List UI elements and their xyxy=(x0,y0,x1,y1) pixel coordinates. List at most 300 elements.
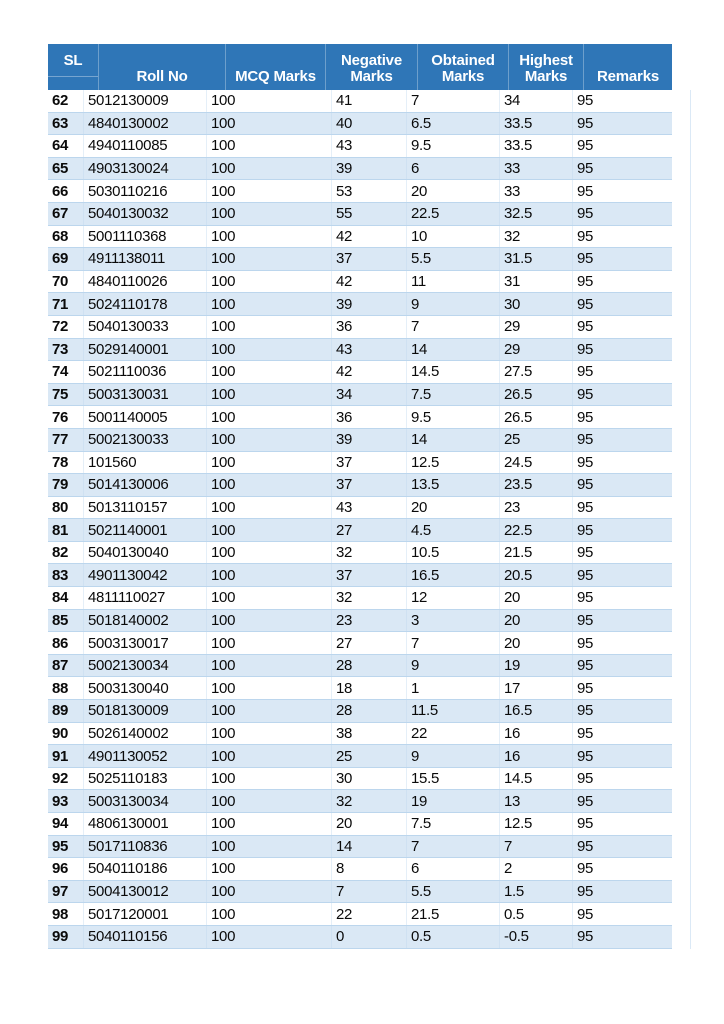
cell-obtained-marks: 24.5 xyxy=(500,452,573,474)
cell-mcq-total-marks: 100 xyxy=(207,406,332,428)
cell-roll-no: 5017110836 xyxy=(84,836,207,858)
cell-sl: 88 xyxy=(48,677,84,699)
cell-negative-marks: 14.5 xyxy=(407,361,500,383)
cell-negative-marks: 0.5 xyxy=(407,926,500,948)
cell-roll-no: 5040130032 xyxy=(84,203,207,225)
cell-sl: 86 xyxy=(48,632,84,654)
cell-highest-marks: 95 xyxy=(577,498,594,516)
table-row xyxy=(48,248,672,271)
cell-obtained-marks: 16 xyxy=(500,723,573,745)
cell-roll-no: 5029140001 xyxy=(84,339,207,361)
cell-sl: 77 xyxy=(48,429,84,451)
cell-highest-marks: 95 xyxy=(577,386,594,404)
table-row xyxy=(48,926,672,949)
cell-mcq-marks: 20 xyxy=(332,813,407,835)
table-row xyxy=(48,700,672,723)
cell-mcq-total-marks: 100 xyxy=(207,542,332,564)
table-row xyxy=(48,519,672,542)
cell-mcq-marks: 43 xyxy=(332,497,407,519)
cell-highest-marks: 95 xyxy=(577,883,594,901)
cell-mcq-total-marks: 100 xyxy=(207,474,332,496)
cell-highest-marks: 95 xyxy=(577,770,594,788)
cell-sl: 84 xyxy=(48,587,84,609)
cell-negative-marks: 15.5 xyxy=(407,768,500,790)
header-mcq-marks: MCQ Marks xyxy=(225,44,325,90)
cell-roll-no: 5025110183 xyxy=(84,768,207,790)
cell-negative-marks: 11 xyxy=(407,271,500,293)
header-roll-no: Roll No xyxy=(98,44,225,90)
cell-sl: 94 xyxy=(48,813,84,835)
cell-mcq-total-marks: 100 xyxy=(207,248,332,270)
table-header-row xyxy=(48,44,672,90)
cell-roll-no: 5040110156 xyxy=(84,926,207,948)
cell-obtained-marks: 34 xyxy=(500,90,573,112)
cell-highest-marks: 95 xyxy=(577,815,594,833)
cell-obtained-marks: 31.5 xyxy=(500,248,573,270)
cell-highest-marks: 95 xyxy=(577,476,594,494)
cell-mcq-total-marks: 100 xyxy=(207,271,332,293)
cell-highest-marks: 95 xyxy=(577,431,594,449)
cell-mcq-marks: 53 xyxy=(332,180,407,202)
cell-mcq-total-marks: 100 xyxy=(207,768,332,790)
header-obtained-marks: Obtained Marks xyxy=(417,44,508,90)
cell-roll-no: 5003130031 xyxy=(84,384,207,406)
cell-highest-marks: 95 xyxy=(577,182,594,200)
table-row xyxy=(48,316,672,339)
table-row xyxy=(48,677,672,700)
cell-mcq-total-marks: 100 xyxy=(207,836,332,858)
cell-sl: 81 xyxy=(48,519,84,541)
cell-obtained-marks: 22.5 xyxy=(500,519,573,541)
cell-obtained-marks: 12.5 xyxy=(500,813,573,835)
cell-mcq-total-marks: 100 xyxy=(207,90,332,112)
cell-obtained-marks: 31 xyxy=(500,271,573,293)
cell-roll-no: 4901130042 xyxy=(84,564,207,586)
cell-obtained-marks: 2 xyxy=(500,858,573,880)
cell-negative-marks: 12.5 xyxy=(407,452,500,474)
cell-obtained-marks: 25 xyxy=(500,429,573,451)
cell-negative-marks: 10 xyxy=(407,226,500,248)
cell-sl: 93 xyxy=(48,790,84,812)
cell-obtained-marks: 20 xyxy=(500,632,573,654)
cell-highest-marks: 95 xyxy=(577,657,594,675)
cell-obtained-marks: 23.5 xyxy=(500,474,573,496)
cell-highest-marks: 95 xyxy=(577,160,594,178)
cell-mcq-marks: 43 xyxy=(332,339,407,361)
cell-roll-no: 4811110027 xyxy=(84,587,207,609)
cell-mcq-marks: 55 xyxy=(332,203,407,225)
cell-negative-marks: 21.5 xyxy=(407,903,500,925)
cell-negative-marks: 20 xyxy=(407,180,500,202)
cell-mcq-marks: 28 xyxy=(332,655,407,677)
cell-mcq-marks: 8 xyxy=(332,858,407,880)
cell-highest-marks: 95 xyxy=(577,114,594,132)
table-row xyxy=(48,226,672,249)
table-row xyxy=(48,542,672,565)
cell-sl: 72 xyxy=(48,316,84,338)
cell-mcq-total-marks: 100 xyxy=(207,519,332,541)
cell-sl: 98 xyxy=(48,903,84,925)
table-row xyxy=(48,745,672,768)
table-row xyxy=(48,158,672,181)
cell-roll-no: 5040130033 xyxy=(84,316,207,338)
header-negative-marks: Negative Marks xyxy=(325,44,417,90)
cell-negative-marks: 14 xyxy=(407,429,500,451)
cell-obtained-marks: 29 xyxy=(500,316,573,338)
cell-negative-marks: 9.5 xyxy=(407,406,500,428)
cell-roll-no: 5030110216 xyxy=(84,180,207,202)
cell-negative-marks: 14 xyxy=(407,339,500,361)
cell-mcq-marks: 43 xyxy=(332,135,407,157)
cell-sl: 62 xyxy=(48,90,84,112)
cell-mcq-marks: 37 xyxy=(332,452,407,474)
header-remarks: Remarks xyxy=(583,44,672,90)
cell-negative-marks: 7 xyxy=(407,836,500,858)
cell-mcq-total-marks: 100 xyxy=(207,203,332,225)
cell-highest-marks: 95 xyxy=(577,273,594,291)
cell-roll-no: 5040130040 xyxy=(84,542,207,564)
cell-highest-marks: 95 xyxy=(577,453,594,471)
cell-roll-no: 5003130017 xyxy=(84,632,207,654)
cell-mcq-marks: 18 xyxy=(332,677,407,699)
cell-negative-marks: 4.5 xyxy=(407,519,500,541)
cell-mcq-marks: 42 xyxy=(332,226,407,248)
table-row xyxy=(48,90,672,113)
marks-table xyxy=(48,44,672,949)
cell-mcq-total-marks: 100 xyxy=(207,632,332,654)
cell-mcq-marks: 42 xyxy=(332,361,407,383)
cell-highest-marks: 95 xyxy=(577,589,594,607)
cell-highest-marks: 95 xyxy=(577,566,594,584)
cell-obtained-marks: 33.5 xyxy=(500,113,573,135)
cell-mcq-total-marks: 100 xyxy=(207,361,332,383)
cell-negative-marks: 7 xyxy=(407,632,500,654)
cell-negative-marks: 10.5 xyxy=(407,542,500,564)
table-row xyxy=(48,361,672,384)
cell-obtained-marks: 19 xyxy=(500,655,573,677)
cell-negative-marks: 19 xyxy=(407,790,500,812)
table-row xyxy=(48,610,672,633)
cell-highest-marks: 95 xyxy=(577,227,594,245)
table-row xyxy=(48,655,672,678)
cell-mcq-marks: 37 xyxy=(332,474,407,496)
cell-obtained-marks: 17 xyxy=(500,677,573,699)
cell-mcq-total-marks: 100 xyxy=(207,452,332,474)
cell-highest-marks: 95 xyxy=(577,521,594,539)
cell-negative-marks: 13.5 xyxy=(407,474,500,496)
cell-obtained-marks: 1.5 xyxy=(500,881,573,903)
cell-mcq-marks: 37 xyxy=(332,248,407,270)
cell-mcq-total-marks: 100 xyxy=(207,700,332,722)
cell-mcq-marks: 23 xyxy=(332,610,407,632)
cell-roll-no: 5003130040 xyxy=(84,677,207,699)
cell-roll-no: 5021140001 xyxy=(84,519,207,541)
table-row xyxy=(48,135,672,158)
cell-highest-marks: 95 xyxy=(577,250,594,268)
cell-roll-no: 5013110157 xyxy=(84,497,207,519)
cell-obtained-marks: 20 xyxy=(500,610,573,632)
cell-roll-no: 5017120001 xyxy=(84,903,207,925)
table-row xyxy=(48,293,672,316)
cell-highest-marks: 95 xyxy=(577,205,594,223)
table-row xyxy=(48,452,672,475)
cell-mcq-marks: 39 xyxy=(332,158,407,180)
cell-negative-marks: 9 xyxy=(407,745,500,767)
table-row xyxy=(48,339,672,362)
cell-obtained-marks: 21.5 xyxy=(500,542,573,564)
cell-mcq-marks: 28 xyxy=(332,700,407,722)
table-body xyxy=(48,90,672,949)
table-row xyxy=(48,813,672,836)
cell-obtained-marks: 33 xyxy=(500,180,573,202)
header-sl: SL xyxy=(48,44,98,90)
cell-roll-no: 5018130009 xyxy=(84,700,207,722)
cell-roll-no: 5004130012 xyxy=(84,881,207,903)
cell-roll-no: 5002130034 xyxy=(84,655,207,677)
cell-negative-marks: 5.5 xyxy=(407,248,500,270)
cell-mcq-total-marks: 100 xyxy=(207,610,332,632)
cell-sl: 89 xyxy=(48,700,84,722)
cell-highest-marks: 95 xyxy=(577,408,594,426)
cell-roll-no: 5012130009 xyxy=(84,90,207,112)
table-row xyxy=(48,474,672,497)
cell-obtained-marks: 32.5 xyxy=(500,203,573,225)
cell-mcq-total-marks: 100 xyxy=(207,790,332,812)
cell-mcq-total-marks: 100 xyxy=(207,226,332,248)
cell-obtained-marks: 33 xyxy=(500,158,573,180)
cell-negative-marks: 20 xyxy=(407,497,500,519)
cell-sl: 64 xyxy=(48,135,84,157)
cell-negative-marks: 7 xyxy=(407,90,500,112)
cell-mcq-total-marks: 100 xyxy=(207,113,332,135)
cell-negative-marks: 22.5 xyxy=(407,203,500,225)
header-highest-marks: Highest Marks xyxy=(508,44,583,90)
cell-highest-marks: 95 xyxy=(577,837,594,855)
cell-highest-marks: 95 xyxy=(577,544,594,562)
table-row xyxy=(48,858,672,881)
cell-highest-marks: 95 xyxy=(577,340,594,358)
cell-obtained-marks: 27.5 xyxy=(500,361,573,383)
cell-obtained-marks: 23 xyxy=(500,497,573,519)
cell-roll-no: 5001110368 xyxy=(84,226,207,248)
cell-negative-marks: 6.5 xyxy=(407,113,500,135)
cell-mcq-marks: 34 xyxy=(332,384,407,406)
table-row xyxy=(48,632,672,655)
table-row xyxy=(48,587,672,610)
cell-negative-marks: 6 xyxy=(407,158,500,180)
cell-roll-no: 4840110026 xyxy=(84,271,207,293)
cell-mcq-marks: 32 xyxy=(332,542,407,564)
cell-sl: 82 xyxy=(48,542,84,564)
cell-mcq-total-marks: 100 xyxy=(207,180,332,202)
cell-obtained-marks: 13 xyxy=(500,790,573,812)
cell-mcq-total-marks: 100 xyxy=(207,429,332,451)
cell-sl: 95 xyxy=(48,836,84,858)
cell-negative-marks: 9.5 xyxy=(407,135,500,157)
cell-highest-marks: 95 xyxy=(577,92,594,110)
cell-negative-marks: 6 xyxy=(407,858,500,880)
cell-roll-no: 5040110186 xyxy=(84,858,207,880)
cell-mcq-total-marks: 100 xyxy=(207,926,332,948)
table-row xyxy=(48,113,672,136)
cell-sl: 96 xyxy=(48,858,84,880)
cell-negative-marks: 12 xyxy=(407,587,500,609)
cell-highest-marks: 95 xyxy=(577,363,594,381)
cell-mcq-marks: 0 xyxy=(332,926,407,948)
cell-obtained-marks: 14.5 xyxy=(500,768,573,790)
table-row xyxy=(48,429,672,452)
cell-sl: 65 xyxy=(48,158,84,180)
cell-sl: 92 xyxy=(48,768,84,790)
cell-highest-marks: 95 xyxy=(577,860,594,878)
table-row xyxy=(48,881,672,904)
cell-mcq-marks: 22 xyxy=(332,903,407,925)
cell-roll-no: 101560 xyxy=(84,452,207,474)
cell-mcq-total-marks: 100 xyxy=(207,384,332,406)
cell-negative-marks: 9 xyxy=(407,293,500,315)
cell-roll-no: 5001140005 xyxy=(84,406,207,428)
cell-mcq-marks: 38 xyxy=(332,723,407,745)
cell-negative-marks: 7 xyxy=(407,316,500,338)
cell-roll-no: 4903130024 xyxy=(84,158,207,180)
cell-sl: 75 xyxy=(48,384,84,406)
cell-mcq-total-marks: 100 xyxy=(207,903,332,925)
cell-roll-no: 4806130001 xyxy=(84,813,207,835)
cell-sl: 85 xyxy=(48,610,84,632)
cell-mcq-marks: 36 xyxy=(332,316,407,338)
cell-obtained-marks: 16.5 xyxy=(500,700,573,722)
cell-obtained-marks: 33.5 xyxy=(500,135,573,157)
cell-sl: 90 xyxy=(48,723,84,745)
cell-mcq-marks: 42 xyxy=(332,271,407,293)
cell-mcq-total-marks: 100 xyxy=(207,587,332,609)
cell-mcq-total-marks: 100 xyxy=(207,339,332,361)
cell-mcq-marks: 36 xyxy=(332,406,407,428)
cell-mcq-marks: 30 xyxy=(332,768,407,790)
cell-mcq-marks: 27 xyxy=(332,519,407,541)
cell-roll-no: 4901130052 xyxy=(84,745,207,767)
cell-roll-no: 5021110036 xyxy=(84,361,207,383)
cell-highest-marks: 95 xyxy=(577,747,594,765)
cell-negative-marks: 5.5 xyxy=(407,881,500,903)
cell-highest-marks: 95 xyxy=(577,905,594,923)
cell-highest-marks: 95 xyxy=(577,679,594,697)
table-outer-gridline xyxy=(690,90,691,949)
cell-sl: 87 xyxy=(48,655,84,677)
cell-roll-no: 4911138011 xyxy=(84,248,207,270)
table-row xyxy=(48,271,672,294)
cell-mcq-total-marks: 100 xyxy=(207,655,332,677)
cell-mcq-marks: 41 xyxy=(332,90,407,112)
cell-sl: 70 xyxy=(48,271,84,293)
cell-sl: 67 xyxy=(48,203,84,225)
cell-sl: 71 xyxy=(48,293,84,315)
cell-mcq-marks: 40 xyxy=(332,113,407,135)
cell-mcq-total-marks: 100 xyxy=(207,813,332,835)
cell-mcq-marks: 39 xyxy=(332,429,407,451)
cell-negative-marks: 7.5 xyxy=(407,384,500,406)
cell-sl: 69 xyxy=(48,248,84,270)
table-row xyxy=(48,497,672,520)
cell-mcq-total-marks: 100 xyxy=(207,677,332,699)
table-row xyxy=(48,903,672,926)
cell-negative-marks: 16.5 xyxy=(407,564,500,586)
cell-highest-marks: 95 xyxy=(577,295,594,313)
cell-negative-marks: 11.5 xyxy=(407,700,500,722)
cell-mcq-total-marks: 100 xyxy=(207,723,332,745)
cell-highest-marks: 95 xyxy=(577,318,594,336)
cell-mcq-total-marks: 100 xyxy=(207,293,332,315)
cell-sl: 66 xyxy=(48,180,84,202)
cell-mcq-marks: 25 xyxy=(332,745,407,767)
cell-sl: 80 xyxy=(48,497,84,519)
cell-negative-marks: 3 xyxy=(407,610,500,632)
cell-obtained-marks: 26.5 xyxy=(500,406,573,428)
cell-sl: 73 xyxy=(48,339,84,361)
cell-mcq-total-marks: 100 xyxy=(207,858,332,880)
cell-obtained-marks: 30 xyxy=(500,293,573,315)
cell-highest-marks: 95 xyxy=(577,611,594,629)
cell-mcq-marks: 7 xyxy=(332,881,407,903)
cell-mcq-marks: 37 xyxy=(332,564,407,586)
cell-negative-marks: 7.5 xyxy=(407,813,500,835)
cell-roll-no: 4940110085 xyxy=(84,135,207,157)
cell-negative-marks: 1 xyxy=(407,677,500,699)
cell-sl: 74 xyxy=(48,361,84,383)
cell-sl: 91 xyxy=(48,745,84,767)
cell-sl: 76 xyxy=(48,406,84,428)
cell-negative-marks: 9 xyxy=(407,655,500,677)
cell-sl: 68 xyxy=(48,226,84,248)
cell-obtained-marks: 7 xyxy=(500,836,573,858)
cell-roll-no: 5002130033 xyxy=(84,429,207,451)
cell-sl: 99 xyxy=(48,926,84,948)
cell-mcq-marks: 14 xyxy=(332,836,407,858)
table-row xyxy=(48,384,672,407)
cell-sl: 78 xyxy=(48,452,84,474)
cell-sl: 83 xyxy=(48,564,84,586)
cell-roll-no: 5018140002 xyxy=(84,610,207,632)
cell-mcq-marks: 32 xyxy=(332,587,407,609)
cell-highest-marks: 95 xyxy=(577,724,594,742)
table-row xyxy=(48,203,672,226)
table-row xyxy=(48,768,672,791)
cell-mcq-total-marks: 100 xyxy=(207,158,332,180)
cell-mcq-total-marks: 100 xyxy=(207,564,332,586)
cell-sl: 97 xyxy=(48,881,84,903)
cell-highest-marks: 95 xyxy=(577,702,594,720)
cell-highest-marks: 95 xyxy=(577,634,594,652)
cell-mcq-total-marks: 100 xyxy=(207,497,332,519)
table-row xyxy=(48,723,672,746)
cell-highest-marks: 95 xyxy=(577,792,594,810)
cell-sl: 79 xyxy=(48,474,84,496)
cell-highest-marks: 95 xyxy=(577,928,594,946)
table-row xyxy=(48,790,672,813)
table-row xyxy=(48,836,672,859)
cell-obtained-marks: 29 xyxy=(500,339,573,361)
cell-roll-no: 5026140002 xyxy=(84,723,207,745)
cell-mcq-marks: 32 xyxy=(332,790,407,812)
cell-mcq-total-marks: 100 xyxy=(207,316,332,338)
cell-highest-marks: 95 xyxy=(577,137,594,155)
cell-obtained-marks: 32 xyxy=(500,226,573,248)
cell-obtained-marks: 16 xyxy=(500,745,573,767)
cell-obtained-marks: 0.5 xyxy=(500,903,573,925)
cell-mcq-marks: 39 xyxy=(332,293,407,315)
cell-sl: 63 xyxy=(48,113,84,135)
cell-negative-marks: 22 xyxy=(407,723,500,745)
